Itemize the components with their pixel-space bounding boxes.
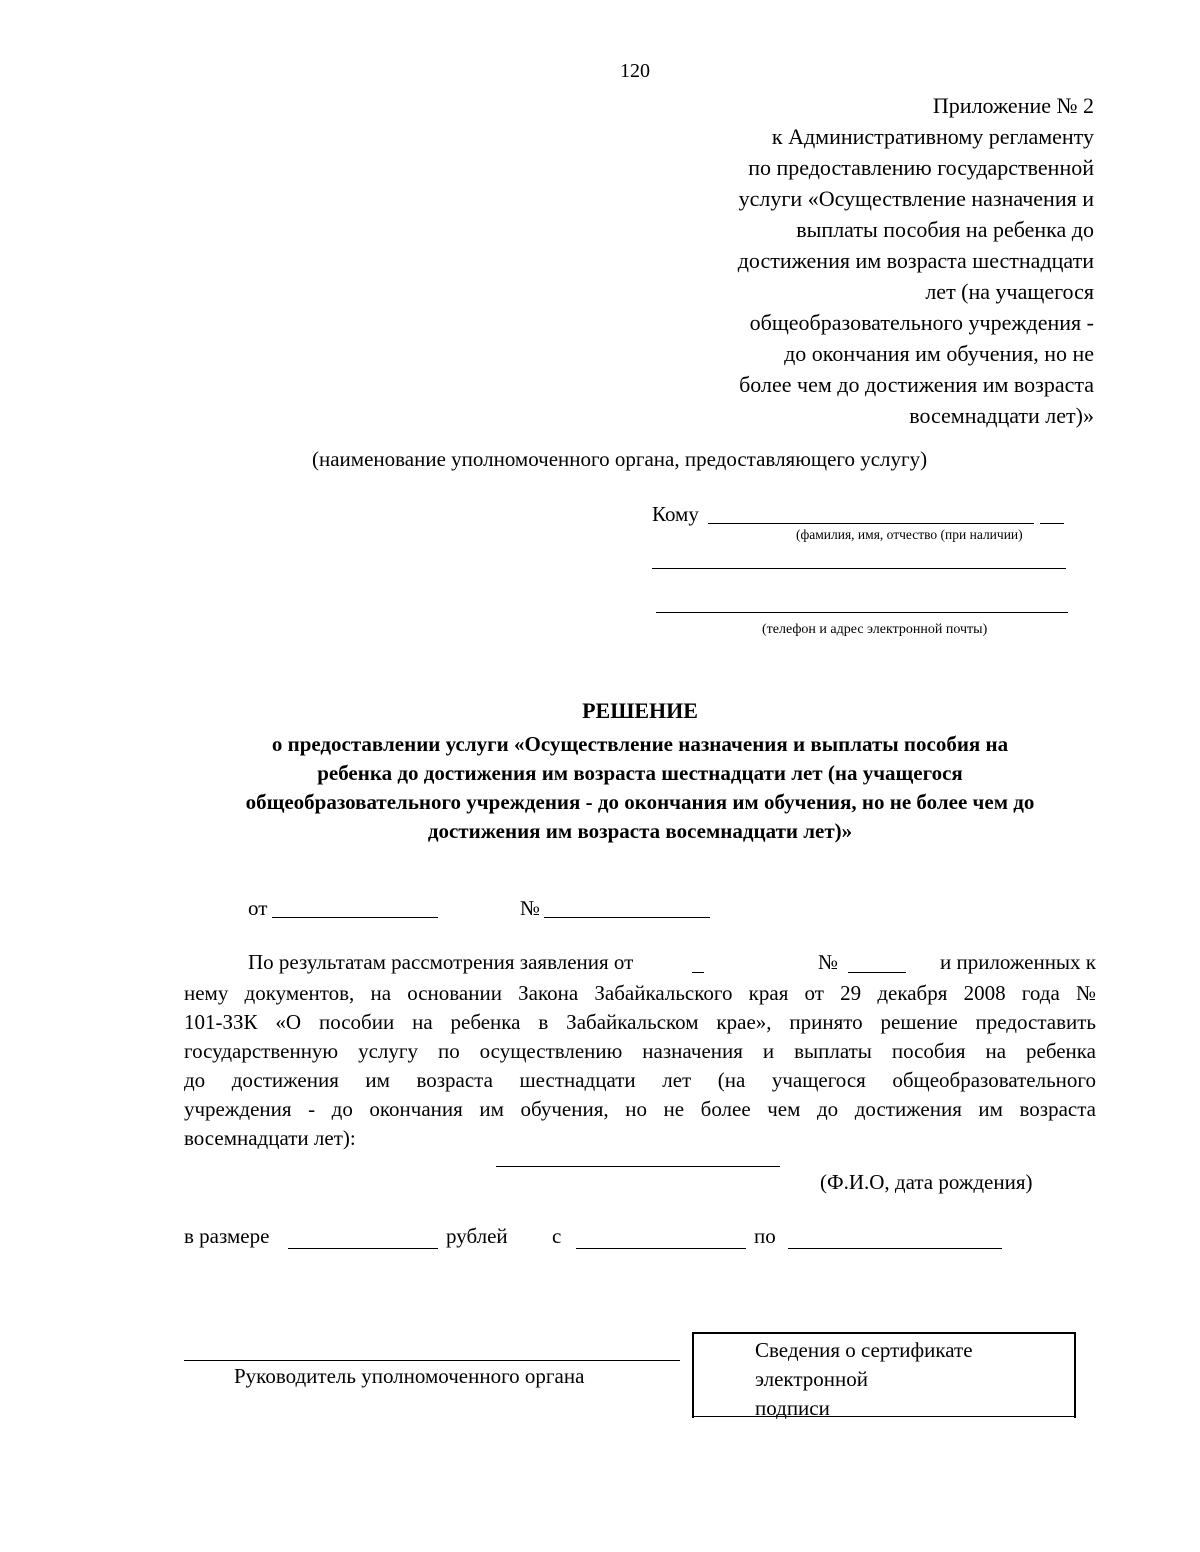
application-date-line[interactable] bbox=[692, 972, 704, 973]
appendix-line: достижения им возраста шестнадцати bbox=[737, 248, 1094, 273]
signature-line[interactable] bbox=[184, 1360, 680, 1361]
decision-subtitle bbox=[0, 730, 1200, 846]
certificate-line: подписи bbox=[755, 1396, 830, 1420]
amount-to-line[interactable] bbox=[788, 1248, 1002, 1249]
decision-subtitle-line: ребенка до достижения им возраста шестнадцати лет (на учащегося bbox=[317, 761, 963, 785]
appendix-line: восемнадцати лет)» bbox=[909, 403, 1094, 428]
amount-size-label: в размере bbox=[184, 1224, 270, 1248]
authority-caption: (наименование уполномоченного органа, предоставляющего услугу) bbox=[312, 447, 928, 471]
decision-subtitle-line: о предоставлении услуги «Осуществление назначения и выплаты пособия на bbox=[271, 732, 1009, 756]
decision-number-label: № bbox=[520, 896, 541, 920]
body-line: нему документов, на основании Закона Забайкальского края от 29 декабря 2008 года № bbox=[184, 981, 1096, 1005]
head-caption: Руководитель уполномоченного органа bbox=[234, 1364, 585, 1388]
body-paragraph bbox=[184, 979, 1096, 1153]
contact-caption: (телефон и адрес электронной почты) bbox=[762, 622, 988, 637]
appendix-line: до окончания им обучения, но не bbox=[784, 341, 1094, 366]
appendix-line: услуги «Осуществление назначения и bbox=[738, 186, 1094, 211]
appendix-line: более чем до достижения им возраста bbox=[739, 372, 1094, 397]
appendix-line: лет (на учащегося bbox=[925, 279, 1094, 304]
body-line-start: По результатам рассмотрения заявления от bbox=[248, 950, 634, 974]
amount-rub-label: рублей bbox=[446, 1224, 508, 1248]
body-line: 101-ЗЗК «О пособии на ребенка в Забайкальском крае», принято решение предоставить bbox=[184, 1010, 1096, 1034]
body-line-last: восемнадцати лет): bbox=[184, 1126, 356, 1150]
amount-line[interactable] bbox=[288, 1248, 438, 1249]
body-line-end: и приложенных к bbox=[939, 950, 1096, 974]
name-caption: (фамилия, имя, отчество (при наличии) bbox=[796, 527, 1023, 542]
from-date-label: от bbox=[248, 896, 268, 920]
recipient-name-line[interactable] bbox=[708, 523, 1034, 524]
recipient-contact-line[interactable] bbox=[656, 612, 1068, 613]
recipient-name-line-tail bbox=[1040, 523, 1064, 524]
body-line: до достижения им возраста шестнадцати лет (на учащегося общеобразовательного bbox=[184, 1068, 1096, 1092]
recipient-address-line[interactable] bbox=[652, 568, 1066, 569]
decision-subtitle-line: общеобразовательного учреждения - до окончания им обучения, но не более чем до bbox=[245, 790, 1035, 814]
decision-heading: РЕШЕНИЕ bbox=[582, 698, 698, 723]
appendix-header bbox=[574, 90, 1094, 431]
appendix-line: выплаты пособия на ребенка до bbox=[796, 217, 1094, 242]
amount-from-label: с bbox=[552, 1224, 562, 1248]
decision-date-line[interactable] bbox=[272, 917, 438, 918]
page-number: 120 bbox=[620, 60, 650, 82]
decision-subtitle-line: достижения им возраста восемнадцати лет)» bbox=[427, 819, 853, 843]
amount-to-label: по bbox=[754, 1224, 776, 1248]
appendix-line: общеобразовательного учреждения - bbox=[749, 310, 1094, 335]
appendix-line: Приложение № 2 bbox=[932, 93, 1094, 118]
appendix-line: по предоставлению государственной bbox=[748, 155, 1094, 180]
amount-from-line[interactable] bbox=[576, 1248, 746, 1249]
certificate-info bbox=[755, 1336, 973, 1423]
body-line: государственную услугу по осуществлению назначения и выплаты пособия на ребенка bbox=[184, 1039, 1096, 1063]
certificate-line: Сведения о сертификате bbox=[755, 1338, 973, 1362]
to-label: Кому bbox=[652, 502, 699, 526]
appendix-line: к Административному регламенту bbox=[771, 124, 1094, 149]
fio-line[interactable] bbox=[496, 1166, 780, 1167]
body-line: учреждения - до окончания им обучения, но не более чем до достижения им возраста bbox=[184, 1097, 1096, 1121]
application-number-label: № bbox=[818, 950, 839, 974]
fio-caption: (Ф.И.О, дата рождения) bbox=[820, 1170, 1033, 1194]
certificate-line: электронной bbox=[755, 1367, 869, 1391]
decision-number-line[interactable] bbox=[544, 917, 710, 918]
application-number-line[interactable] bbox=[848, 972, 906, 973]
